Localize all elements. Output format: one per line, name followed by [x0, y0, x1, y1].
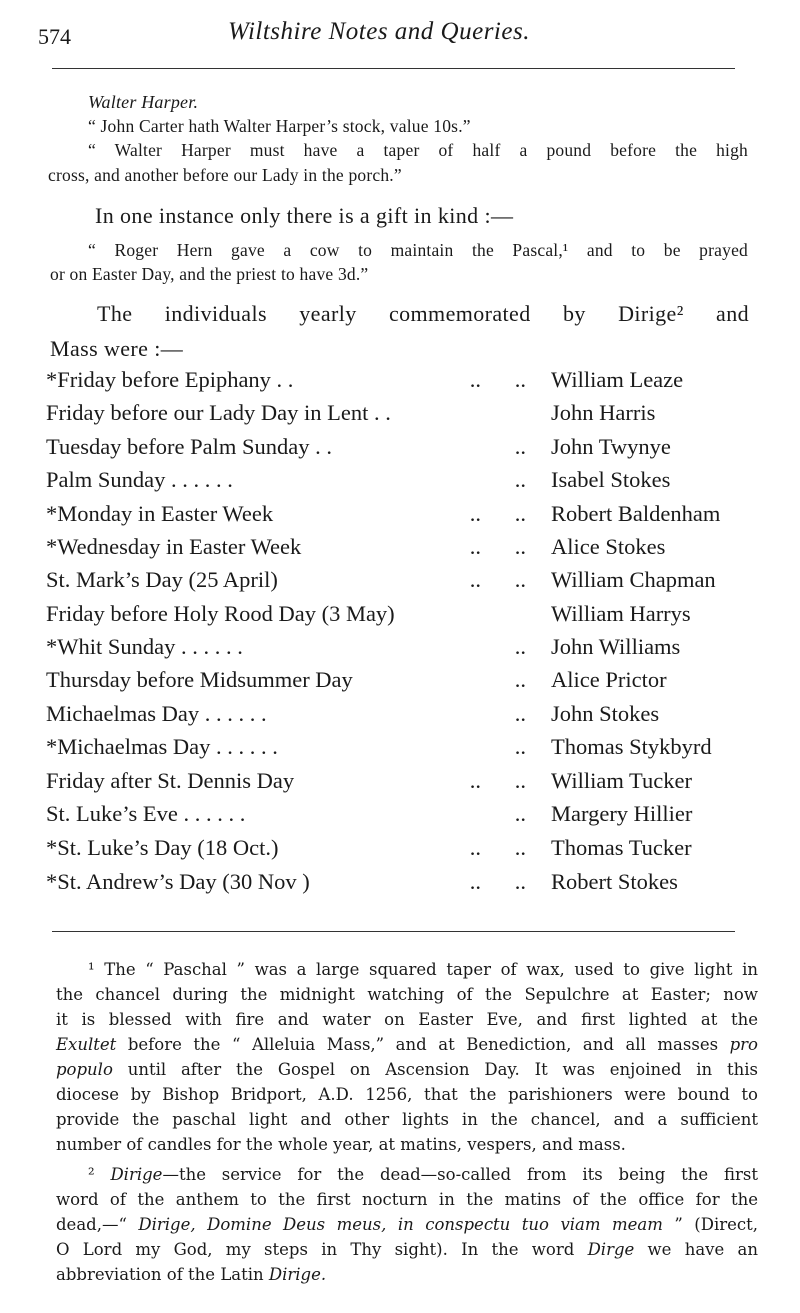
- commemorated-person: John Harris: [551, 400, 656, 425]
- page-number: 574: [38, 24, 71, 49]
- footnote-text: word of the anthem to the first nocturn in the matins of the office for the: [56, 1190, 758, 1209]
- footnote-line: [56, 1265, 758, 1284]
- commemoration-date: *Michaelmas Day . . . . . .: [46, 734, 278, 759]
- list-item: [46, 701, 766, 731]
- italic-text: Dirige: [110, 1165, 163, 1184]
- list-item: [46, 601, 766, 631]
- commemoration-date: St. Mark’s Day (25 April): [46, 567, 278, 592]
- commemoration-date: St. Luke’s Eve . . . . . .: [46, 801, 246, 826]
- footnote-text: before the “ Alleluia Mass,” and at Benediction, and all masses: [116, 1035, 730, 1054]
- italic-text: Dirige.: [268, 1265, 327, 1284]
- dot-leaders: .. ..: [469, 567, 526, 592]
- footnote-text: abbreviation of the Latin: [56, 1265, 269, 1284]
- commemoration-date: *Whit Sunday . . . . . .: [46, 634, 243, 659]
- commemoration-date: Palm Sunday . . . . . .: [46, 467, 233, 492]
- commemorated-person: Alice Stokes: [551, 534, 666, 559]
- commemorated-person: Thomas Tucker: [551, 835, 692, 860]
- footnote-text: diocese by Bishop Bridport, A.D. 1256, that the parishioners were bound to: [56, 1085, 758, 1104]
- italic-text: populo: [56, 1060, 113, 1079]
- quote-line: “ John Carter hath Walter Harper’s stock, value 10s.”: [88, 116, 471, 136]
- header-rule: [52, 68, 735, 69]
- commemoration-date: *Monday in Easter Week: [46, 501, 274, 526]
- commemorated-person: William Harrys: [551, 601, 691, 626]
- commemorated-person: Robert Baldenham: [551, 501, 721, 526]
- commemoration-date: *Friday before Epiphany . .: [46, 367, 294, 392]
- list-item: [46, 534, 766, 564]
- italic-text: pro: [729, 1035, 758, 1054]
- commemoration-date: *St. Andrew’s Day (30 Nov ): [46, 869, 310, 894]
- commemorated-person: Robert Stokes: [551, 869, 678, 894]
- commemorated-person: John Twynye: [551, 434, 671, 459]
- footnote-text: dead,—“: [56, 1215, 139, 1234]
- footnote-text: the chancel during the midnight watching of the Sepulchre at Easter; now: [56, 985, 758, 1004]
- list-item: [46, 501, 766, 531]
- running-title: Wiltshire Notes and Queries.: [228, 18, 530, 45]
- footnote-text: number of candles for the whole year, at matins, vespers, and mass.: [56, 1135, 626, 1154]
- list-item: [46, 869, 766, 899]
- italic-text: Exultet: [56, 1035, 117, 1054]
- commemoration-date: Michaelmas Day . . . . . .: [46, 701, 267, 726]
- footnote-text: it is blessed with fire and water on Easter Eve, and first lighted at the: [56, 1010, 758, 1029]
- italic-text: Dirge: [587, 1240, 635, 1259]
- commemoration-date: *Wednesday in Easter Week: [46, 534, 302, 559]
- footnote-line: [56, 1060, 758, 1079]
- list-item: [46, 467, 766, 497]
- footnote-text: provide the paschal light and other lights in the chancel, and a sufficient: [56, 1110, 758, 1129]
- commemoration-date: *St. Luke’s Day (18 Oct.): [46, 835, 279, 860]
- commemoration-date: Tuesday before Palm Sunday . .: [46, 434, 333, 459]
- commemorated-person: John Williams: [551, 634, 681, 659]
- list-item: [46, 367, 766, 397]
- list-item: [46, 634, 766, 664]
- paragraph-text: In one instance only there is a gift in kind :—: [95, 203, 514, 228]
- commemorated-person: John Stokes: [551, 701, 660, 726]
- footnote-line: [56, 1010, 758, 1029]
- dot-leaders: ..: [514, 667, 526, 692]
- footnote-line: [88, 960, 758, 979]
- paragraph-text: Mass were :—: [50, 336, 184, 361]
- footnote-line: [56, 1035, 758, 1054]
- commemorated-person: Alice Prictor: [551, 667, 667, 692]
- commemorated-person: Isabel Stokes: [551, 467, 671, 492]
- dot-leaders: ..: [514, 734, 526, 759]
- dot-leaders: .. ..: [469, 768, 526, 793]
- dot-leaders: .. ..: [469, 835, 526, 860]
- list-item: [46, 734, 766, 764]
- list-item: [46, 768, 766, 798]
- dot-leaders: .. ..: [469, 367, 526, 392]
- dot-leaders: ..: [514, 434, 526, 459]
- commemoration-date: Friday after St. Dennis Day: [46, 768, 295, 793]
- footnote-line: [56, 1110, 758, 1129]
- list-item: [46, 434, 766, 464]
- commemoration-date: Friday before Holy Rood Day (3 May): [46, 601, 395, 626]
- footnote-text: O Lord my God, my steps in Thy sight). In the word: [56, 1240, 588, 1259]
- quote-line: or on Easter Day, and the priest to have 3d.”: [50, 264, 369, 284]
- list-item: [46, 667, 766, 697]
- footnote-line: [56, 1190, 758, 1209]
- quote-line: cross, and another before our Lady in the porch.”: [48, 165, 402, 185]
- section-heading: Walter Harper.: [88, 92, 199, 112]
- footnote-text: ” (Direct,: [662, 1215, 759, 1234]
- italic-text: Dirige, Domine Deus meus, in conspectu tuo viam meam: [138, 1215, 663, 1234]
- quote-line: “ Roger Hern gave a cow to maintain the Pascal,¹ and to be prayed: [88, 240, 748, 260]
- list-item: [46, 400, 766, 430]
- list-item: [46, 801, 766, 831]
- list-item: [46, 835, 766, 865]
- commemoration-date: Friday before our Lady Day in Lent . .: [46, 400, 391, 425]
- commemorated-person: Thomas Stykbyrd: [551, 734, 712, 759]
- footnote-line: [56, 985, 758, 1004]
- footnote-text: until after the Gospel on Ascension Day. It was enjoined in this: [112, 1060, 758, 1079]
- dot-leaders: ..: [514, 634, 526, 659]
- paragraph-text: The individuals yearly commemorated by Dirige² and: [97, 301, 749, 326]
- footnote-line: [88, 1165, 758, 1184]
- footnote-line: [56, 1135, 758, 1154]
- commemorated-person: William Tucker: [551, 768, 692, 793]
- commemorated-person: William Leaze: [551, 367, 684, 392]
- footnote-text: we have an: [634, 1240, 758, 1259]
- footnote-rule: [52, 931, 735, 932]
- commemoration-date: Thursday before Midsummer Day: [46, 667, 353, 692]
- footnote-text: ²: [88, 1165, 111, 1184]
- commemorated-person: William Chapman: [551, 567, 716, 592]
- dot-leaders: ..: [514, 701, 526, 726]
- commemorated-person: Margery Hillier: [551, 801, 693, 826]
- footnote-line: [56, 1215, 758, 1234]
- quote-line: “ Walter Harper must have a taper of half a pound before the high: [88, 140, 748, 160]
- dot-leaders: ..: [514, 801, 526, 826]
- dot-leaders: .. ..: [469, 869, 526, 894]
- dot-leaders: .. ..: [469, 534, 526, 559]
- footnote-line: [56, 1085, 758, 1104]
- footnote-text: ¹ The “ Paschal ” was a large squared taper of wax, used to give light in: [88, 960, 758, 979]
- footnote-line: [56, 1240, 758, 1259]
- list-item: [46, 567, 766, 597]
- footnote-text: —the service for the dead—so-called from its being the first: [162, 1165, 759, 1184]
- dot-leaders: .. ..: [469, 501, 526, 526]
- dot-leaders: ..: [514, 467, 526, 492]
